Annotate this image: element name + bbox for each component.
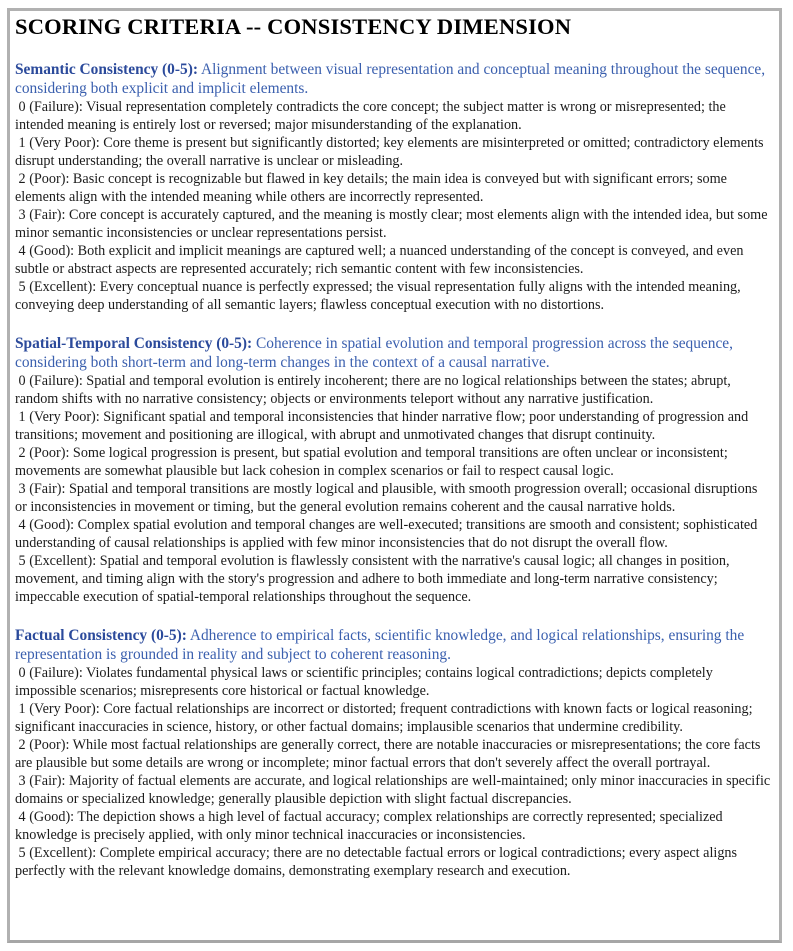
criteria-level-5: 5 (Excellent): Every conceptual nuance is perfectly expressed; the visual representation fully aligns with the intended meaning, conveying deep understanding of all semantic layers; flawless conceptual execution with no distortions. <box>15 279 745 313</box>
criteria-level-1: 1 (Very Poor): Core theme is present but significantly distorted; key elements are misinterpreted or omitted; contradictory elements disrupt understanding; the overall narrative is unclear or misleading. <box>15 135 768 169</box>
section-heading-label: Semantic Consistency (0-5): <box>15 61 198 78</box>
criteria-level-1: 1 (Very Poor): Significant spatial and temporal inconsistencies that hinder narrative flow; poor understanding of progression and transitions; movement and positioning are illogical, with abrupt and unmotivated changes that disrupt continuity. <box>15 409 752 443</box>
section-heading-description: Alignment between visual representation and conceptual meaning throughout the sequence, considering both explicit and implicit elements. <box>15 61 766 97</box>
section-heading <box>15 626 772 664</box>
criteria-level-5: 5 (Excellent): Complete empirical accuracy; there are no detectable factual errors or logical contradictions; every aspect aligns perfectly with the relevant knowledge domains, demonstrating exemplary research and execution. <box>15 845 741 879</box>
criteria-level-4: 4 (Good): Complex spatial evolution and temporal changes are well-executed; transitions are smooth and consistent; sophisticated understanding of causal relationships is applied with few minor inconsistencies that do not disrupt the overall flow. <box>15 517 761 551</box>
criteria-level-2: 2 (Poor): While most factual relationships are generally correct, there are notable inaccuracies or misrepresentations; the core facts are plausible but some details are wrong or incomplete; minor factual errors that don't severely affect the overall portrayal. <box>15 737 764 771</box>
section-heading <box>15 60 772 98</box>
criteria-level-2: 2 (Poor): Some logical progression is present, but spatial evolution and temporal transitions are often unclear or inconsistent; movements are somewhat plausible but lack cohesion in complex scenarios or fail to respect causal logic. <box>15 445 732 479</box>
section-heading-label: Spatial-Temporal Consistency (0-5): <box>15 335 253 352</box>
document-frame <box>7 8 782 943</box>
section-spatial-temporal-consistency <box>15 334 772 606</box>
section-factual-consistency <box>15 626 772 880</box>
criteria-level-2: 2 (Poor): Basic concept is recognizable but flawed in key details; the main idea is conveyed but with significant errors; some elements align with the intended meaning while others are incorrectly represented. <box>15 171 731 205</box>
criteria-level-1: 1 (Very Poor): Core factual relationships are incorrect or distorted; frequent contradictions with known facts or logical reasoning; significant inaccuracies in science, history, or other factual domains; implausible scenarios that undermine credibility. <box>15 701 757 735</box>
criteria-level-3: 3 (Fair): Majority of factual elements are accurate, and logical relationships are well-maintained; only minor inaccuracies in specific domains or specialized knowledge; generally plausible depiction with slight factual discrepancies. <box>15 773 774 807</box>
section-heading-label: Factual Consistency (0-5): <box>15 627 187 644</box>
criteria-level-4: 4 (Good): The depiction shows a high level of factual accuracy; complex relationships are correctly represented; specialized knowledge is precisely applied, with only minor technical inaccuracies or inconsistencies. <box>15 809 727 843</box>
criteria-level-5: 5 (Excellent): Spatial and temporal evolution is flawlessly consistent with the narrative's causal logic; all changes in position, movement, and timing align with the story's progression and adhere to both immediate and long-term narrative consistency; impeccable execution of spatial-temporal relationships throughout the sequence. <box>15 553 734 605</box>
criteria-level-3: 3 (Fair): Spatial and temporal transitions are mostly logical and plausible, with smooth progression overall; occasional disruptions or inconsistencies in movement or timing, but the general evolution remains coherent and the causal narrative holds. <box>15 481 761 515</box>
page-title: SCORING CRITERIA -- CONSISTENCY DIMENSION <box>15 14 572 39</box>
criteria-level-3: 3 (Fair): Core concept is accurately captured, and the meaning is mostly clear; most elements align with the intended idea, but some minor semantic inconsistencies or unclear representations persist. <box>15 207 772 241</box>
criteria-level-0: 0 (Failure): Visual representation completely contradicts the core concept; the subject matter is wrong or misrepresented; the intended meaning is entirely lost or reversed; major misunderstanding of the explanation. <box>15 99 730 133</box>
section-heading-description: Coherence in spatial evolution and temporal progression across the sequence, considering both short-term and long-term changes in the context of a causal narrative. <box>15 335 733 371</box>
section-heading <box>15 334 772 372</box>
criteria-level-0: 0 (Failure): Spatial and temporal evolution is entirely incoherent; there are no logical relationships between the states; abrupt, random shifts with no narrative consistency; objects or environments teleport without any narrative justification. <box>15 373 735 407</box>
section-heading-description: Adherence to empirical facts, scientific knowledge, and logical relationships, ensuring the representation is grounded in reality and subject to coherent reasoning. <box>15 627 745 663</box>
section-semantic-consistency <box>15 60 772 314</box>
criteria-level-4: 4 (Good): Both explicit and implicit meanings are captured well; a nuanced understanding of the concept is conveyed, and even subtle or abstract aspects are represented accurately; rich semantic content with few inconsistencies. <box>15 243 748 277</box>
criteria-level-0: 0 (Failure): Violates fundamental physical laws or scientific principles; contains logical contradictions; depicts completely impossible scenarios; misrepresents core historical or factual knowledge. <box>15 665 717 699</box>
